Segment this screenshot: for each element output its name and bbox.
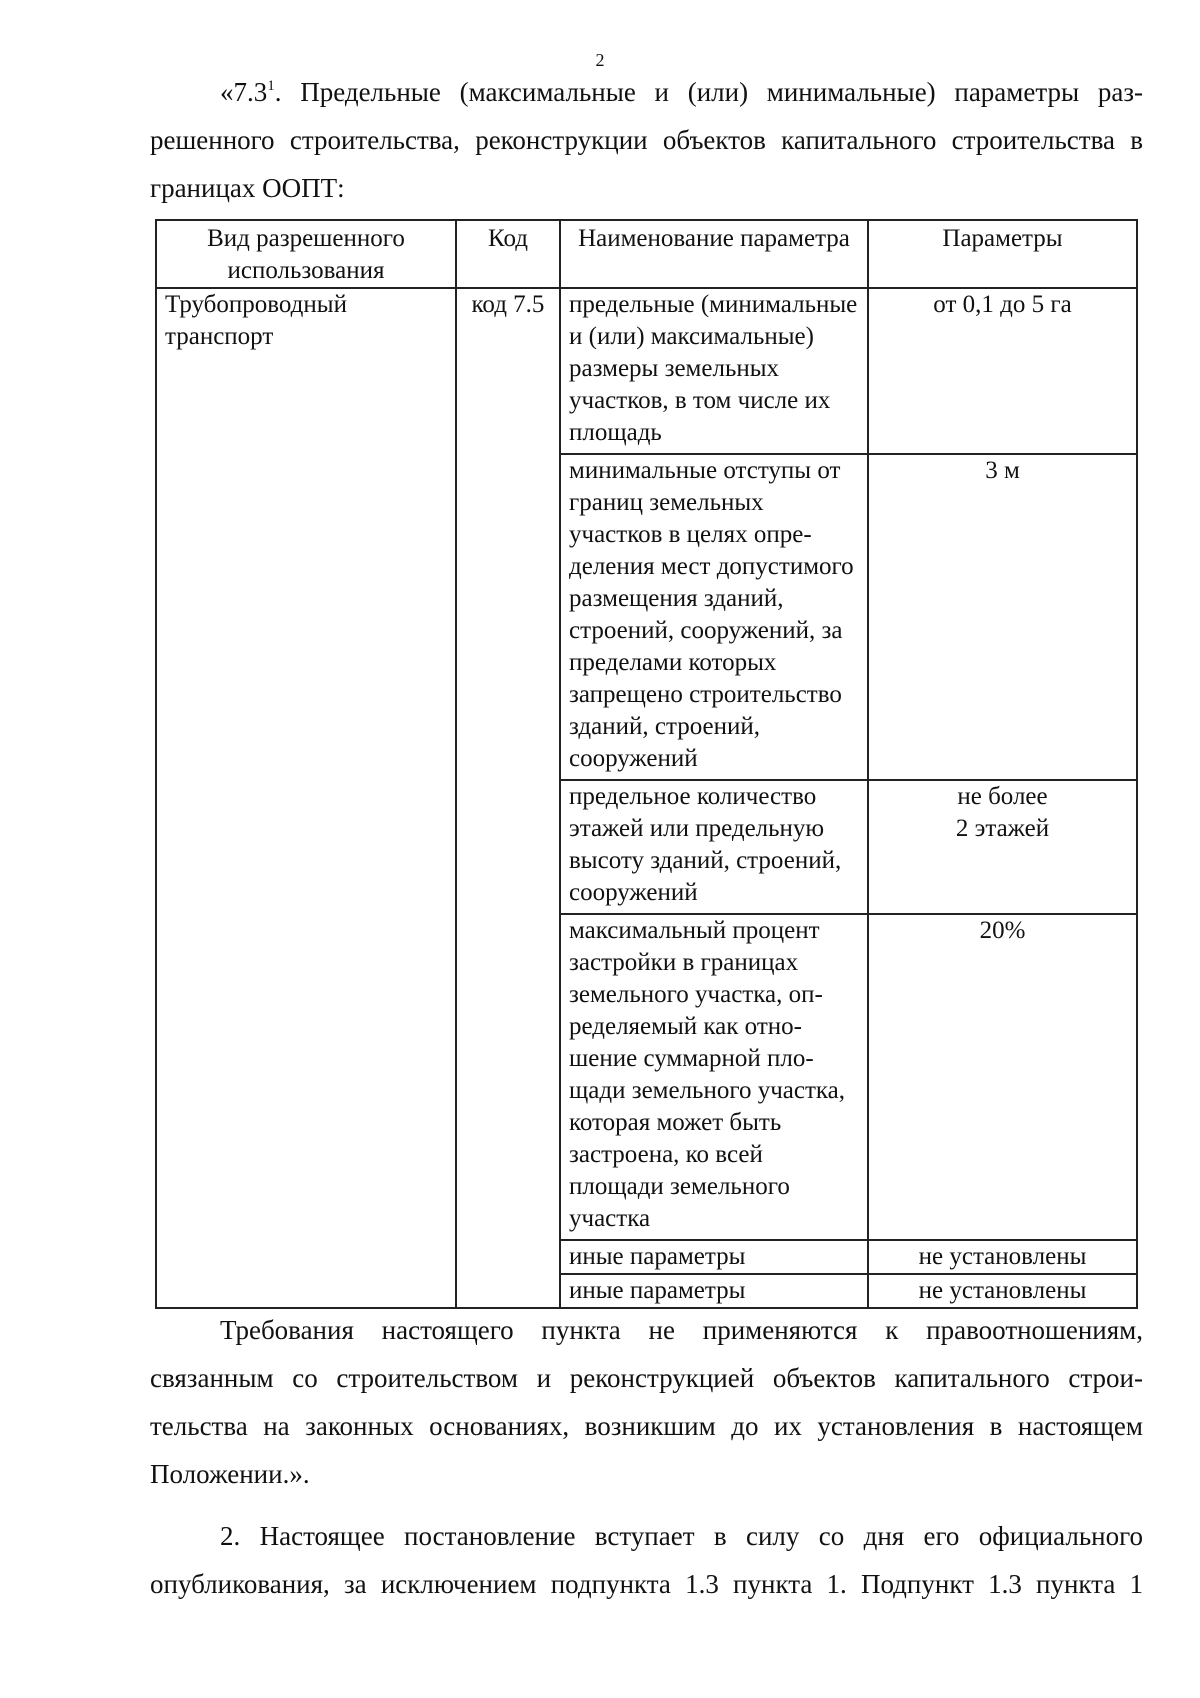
cell-param-value (868, 780, 1137, 914)
cell-param-name: минимальные отступы от границ земельных участков в целях определения мест допустимого размещения зданий, строений, сооружений, за пределами которых запрещено строительство зданий, строений, сооружений (560, 454, 868, 780)
page-number: 2 (595, 50, 605, 70)
effective-date-paragraph: 2. Настоящее постановление вступает в силу со дня его официального опубликования, за исключением подпункта 1.3 пункта 1. Подпункт 1.3 пункта 1 (150, 1521, 1143, 1599)
header-code: Код (456, 220, 560, 288)
header-value: Параметры (868, 220, 1137, 288)
cell-param-name: предельное количество этажей или предельную высоту зданий, строений, сооружений (560, 780, 868, 914)
intro-paragraph (150, 68, 1143, 212)
param-value-text: 3 м (985, 457, 1020, 484)
requirements-paragraph: Требования настоящего пункта не применяются к правоотношениям, связанным со строительством и реконструкцией объектов капитального строительства на законных основаниях, возникшим до их установления в настоящем Положении.». (150, 1315, 1143, 1489)
table-row (156, 288, 1137, 454)
intro-prefix: «7.3 (220, 77, 268, 107)
cell-param-name: максимальный процент застройки в границах земельного участка, определяемый как отношение суммарной площади земельного участка, которая может быть застроена, ко всей площади земельного участка (560, 914, 868, 1240)
param-value-text: не установлены (918, 1277, 1087, 1304)
cell-kind: Трубопроводный транспорт (156, 288, 456, 1308)
cell-param-name: иные параметры (560, 1240, 868, 1274)
param-value-text: от 0,1 до 5 га (933, 291, 1072, 318)
cell-param-value (868, 288, 1137, 454)
header-name: Наименование параметра (560, 220, 868, 288)
cell-param-value (868, 1274, 1137, 1308)
intro-text-block (150, 68, 1143, 212)
intro-superscript: 1 (267, 78, 275, 94)
closing-text (150, 1306, 1143, 1608)
parameters-table (155, 219, 1138, 1309)
intro-text: . Предельные (максимальные и (или) минимальные) параметры разрешенного строительства, реконструкции объектов капитального строительства в границах ООПТ: (150, 77, 1143, 203)
param-value-text: не более 2 этажей (955, 783, 1050, 842)
table-header-row (156, 220, 1137, 288)
cell-param-name: иные параметры (560, 1274, 868, 1308)
cell-param-name: предельные (минимальные и (или) максимальные) размеры земельных участков, в том числе их площадь (560, 288, 868, 454)
param-value-text: не установлены (918, 1243, 1087, 1270)
param-value-text: 20% (979, 917, 1026, 944)
cell-code: код 7.5 (456, 288, 560, 1308)
cell-param-value (868, 1240, 1137, 1274)
cell-param-value (868, 914, 1137, 1240)
cell-param-value (868, 454, 1137, 780)
header-kind: Вид разрешенного использования (156, 220, 456, 288)
